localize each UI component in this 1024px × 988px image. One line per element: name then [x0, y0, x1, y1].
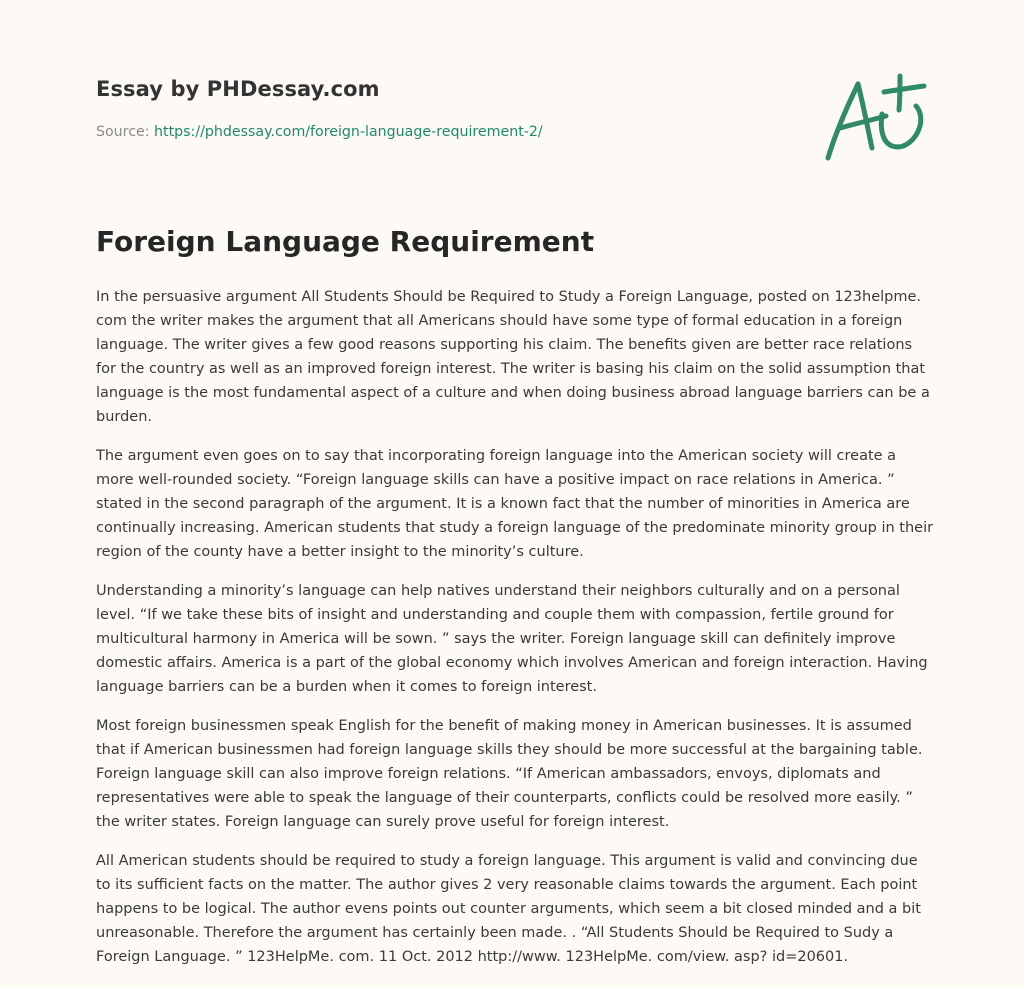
source-link[interactable]: https://phdessay.com/foreign-language-requirement-2/: [154, 124, 543, 140]
essay-paragraph: All American students should be required to study a foreign language. This argument is valid and convincing due to its sufficient facts on the matter. The author gives 2 very reasonable claims towards the argument. Each point happens to be logical. The author evens points out counter arguments, which seem a bit closed minded and a bit unreasonable. Therefore the argument has certainly been made. . “All Students Should be Required to Sudy a Foreign Language. ” 123HelpMe. com. 11 Oct. 2012 http://www. 123HelpMe. com/view. asp? id=20601.: [96, 853, 921, 965]
essay-paragraph: Understanding a minority’s language can help natives understand their neighbors culturally and on a personal level. “If we take these bits of insight and understanding and couple them with compassion, fertile ground for multicultural harmony in America will be sown. ” says the writer. Foreign language skill can definitely improve domestic affairs. America is a part of the global economy which involves American and foreign interaction. Having language barriers can be a burden when it comes to foreign interest.: [96, 583, 928, 695]
source-label: Source:: [96, 124, 150, 140]
essay-paragraph: The argument even goes on to say that incorporating foreign language into the American society will create a more well-rounded society. “Foreign language skills can have a positive impact on race relations in America. ” stated in the second paragraph of the argument. It is a known fact that the number of minorities in America are continually increasing. American students that study a foreign language of the predominate minority group in their region of the county have a better insight to the minority’s culture.: [96, 448, 934, 560]
source-line: [96, 124, 543, 140]
essay-paragraph: Most foreign businessmen speak English for the benefit of making money in American businesses. It is assumed that if American businessmen had foreign language skills they should be more successful at the bargaining table. Foreign language skill can also improve foreign relations. “If American ambassadors, envoys, diplomats and representatives were able to speak the language of their counterparts, conflicts could be resolved more easily. ” the writer states. Foreign language can surely prove useful for foreign interest.: [96, 718, 923, 830]
site-title: Essay by PHDessay.com: [96, 77, 380, 101]
essay-paragraph: In the persuasive argument All Students Should be Required to Study a Foreign Language, posted on 123helpme. com the writer makes the argument that all Americans should have some type of formal education in a foreign language. The writer gives a few good reasons supporting his claim. The benefits given are better race relations for the country as well as an improved foreign interest. The writer is basing his claim on the solid assumption that language is the most fundamental aspect of a culture and when doing business abroad language barriers can be a burden.: [96, 289, 930, 425]
essay-title: Foreign Language Requirement: [96, 225, 595, 258]
a-plus-logo-icon: [820, 68, 930, 164]
essay-body: [96, 285, 936, 984]
